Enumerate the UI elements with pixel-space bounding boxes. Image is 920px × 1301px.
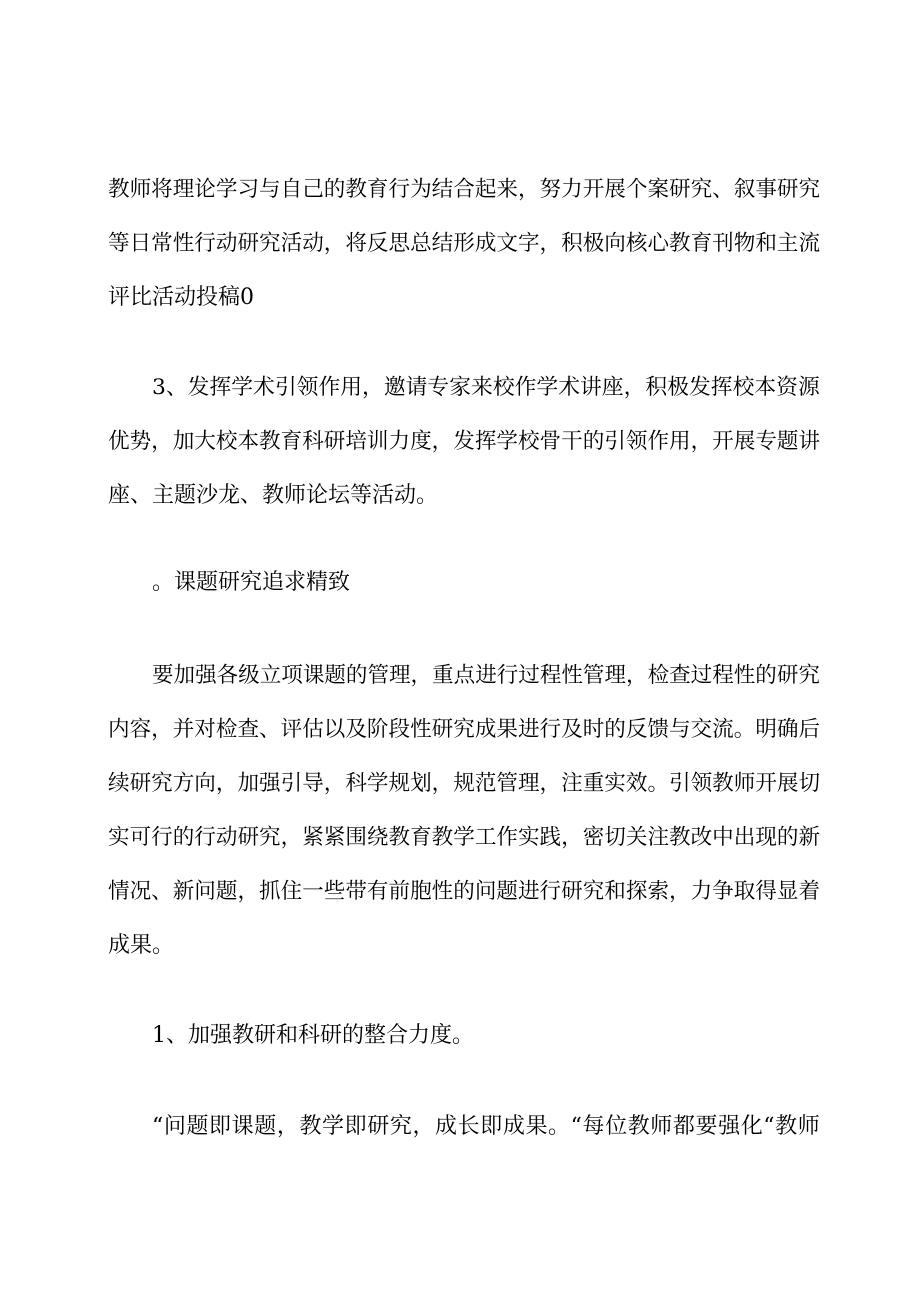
- paragraph-3-line-6: 成果。: [108, 933, 175, 958]
- paragraph-2-line-1: 3、发挥学术引领作用，邀请专家来校作学术讲座，积极发挥校本资源: [152, 375, 820, 400]
- paragraph-1-line-1: 教师将理论学习与自己的教育行为结合起来，努力开展个案研究、叙事研究: [108, 177, 821, 202]
- paragraph-3-line-3: 续研究方向，加强引导，科学规划，规范管理，注重实效。引领教师开展切: [108, 771, 821, 796]
- numbered-item-1: 1、加强教研和科研的整合力度。: [152, 1023, 474, 1048]
- paragraph-3-line-5: 情况、新问题，抓住一些带有前胞性的问题进行研究和探索，力争取得显着: [108, 879, 821, 904]
- paragraph-3-line-2: 内容，并对检查、评估以及阶段性研究成果进行及时的反馈与交流。明确后: [108, 717, 821, 742]
- paragraph-3-line-1: 要加强各级立项课题的管理，重点进行过程性管理，检查过程性的研究: [152, 663, 820, 688]
- paragraph-2-line-3: 座、主题沙龙、教师论坛等活动。: [108, 483, 439, 508]
- section-heading: 。课题研究追求精致: [152, 570, 351, 595]
- paragraph-2-line-2: 优势，加大校本教育科研培训力度，发挥学校骨干的引领作用，开展专题讲: [108, 429, 821, 454]
- paragraph-4-line-1: “问题即课题，教学即研究，成长即成果。“每位教师都要强化“教师: [152, 1114, 821, 1139]
- paragraph-1-line-3: 评比活动投稿0: [108, 285, 254, 310]
- paragraph-1-line-2: 等日常性行动研究活动，将反思总结形成文字，积极向核心教育刊物和主流: [108, 231, 821, 256]
- paragraph-3-line-4: 实可行的行动研究，紧紧围绕教育教学工作实践，密切关注教改中出现的新: [108, 825, 821, 850]
